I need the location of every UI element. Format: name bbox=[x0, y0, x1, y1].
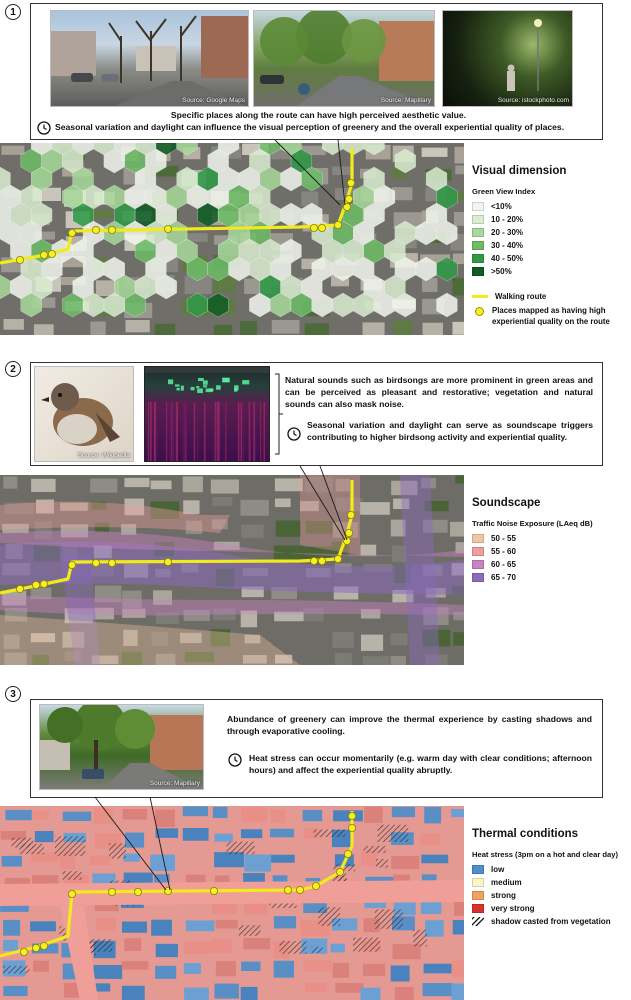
vegetation-shadow bbox=[364, 846, 386, 853]
clock-icon bbox=[228, 753, 242, 767]
building-block bbox=[241, 807, 266, 822]
building-block bbox=[423, 323, 443, 335]
section-3-number: 3 bbox=[5, 686, 21, 702]
building-block bbox=[214, 984, 238, 999]
building-block bbox=[122, 986, 145, 1000]
thermal-text-greenery: Abundance of greenery can improve the thermal experience by casting shadows and through evaporative cooling. bbox=[227, 714, 592, 736]
experiential-point bbox=[343, 203, 350, 210]
soundscape-text-seasonal: Seasonal variation and daylight can serve as soundscape triggers contributing to higher birdsong activity and experiential quality. bbox=[307, 420, 593, 442]
night-photo-istock bbox=[442, 10, 573, 107]
building-block bbox=[215, 834, 233, 842]
building-block bbox=[124, 938, 141, 951]
building-block bbox=[63, 812, 91, 821]
building-block bbox=[361, 635, 383, 651]
building-block bbox=[423, 983, 453, 996]
visual-text-aesthetic: Specific places along the route can have high perceived aesthetic value. bbox=[170, 110, 467, 120]
experiential-point bbox=[318, 224, 325, 231]
legend-class-row bbox=[472, 265, 630, 278]
legend-class-label: >50% bbox=[491, 267, 512, 276]
experiential-point bbox=[345, 529, 352, 536]
street-photo-google-maps bbox=[50, 10, 249, 107]
building-block bbox=[454, 900, 464, 916]
vegetation-shadow bbox=[375, 909, 403, 929]
legend-shadow-row bbox=[472, 915, 630, 928]
building-block bbox=[363, 656, 389, 665]
photo-source-label: Source: Mapillary bbox=[149, 780, 200, 787]
building-block bbox=[210, 939, 232, 953]
building-block bbox=[214, 852, 244, 867]
legend-class-label: 60 - 65 bbox=[491, 560, 516, 569]
heat-stress-map bbox=[0, 806, 464, 1000]
building-block bbox=[274, 961, 294, 978]
section-2-number: 2 bbox=[5, 361, 21, 377]
building-block bbox=[275, 498, 291, 507]
legend-class-label: <10% bbox=[491, 202, 512, 211]
legend-swatch bbox=[472, 904, 484, 913]
legend-class-row bbox=[472, 213, 630, 226]
building-block bbox=[333, 810, 363, 821]
legend-swatch bbox=[472, 865, 484, 874]
building-block bbox=[391, 965, 410, 981]
building-block bbox=[451, 809, 464, 817]
building-block bbox=[183, 500, 199, 514]
legend-class-row bbox=[472, 226, 630, 239]
experiential-point bbox=[284, 886, 291, 893]
experiential-point bbox=[32, 581, 39, 588]
building-block bbox=[455, 165, 464, 174]
building-block bbox=[32, 811, 49, 820]
experiential-point bbox=[347, 511, 354, 518]
vegetation-shadow bbox=[314, 830, 346, 837]
experiential-point bbox=[20, 948, 27, 955]
experiential-point bbox=[164, 558, 171, 565]
building-block bbox=[241, 962, 260, 971]
building-block bbox=[453, 632, 464, 645]
legend-title: Thermal conditions bbox=[472, 828, 579, 840]
building-block bbox=[360, 988, 380, 1000]
building-block bbox=[3, 940, 18, 951]
legend-swatch bbox=[472, 267, 484, 276]
building-block bbox=[183, 828, 209, 841]
building-block bbox=[186, 920, 215, 931]
building-block bbox=[5, 810, 32, 820]
building-block bbox=[184, 963, 201, 974]
vegetation-shadow bbox=[55, 836, 85, 856]
building-block bbox=[424, 964, 452, 974]
legend-swatch bbox=[472, 534, 484, 543]
soundscape-legend bbox=[472, 497, 630, 584]
building-block bbox=[390, 656, 406, 665]
green-view-map bbox=[0, 143, 464, 335]
legend-walking-route bbox=[472, 292, 630, 301]
building-block bbox=[450, 522, 464, 537]
building-block bbox=[124, 478, 149, 487]
legend-class-row bbox=[472, 902, 630, 915]
building-block bbox=[424, 807, 441, 824]
vegetation-shadow bbox=[226, 842, 254, 855]
building-block bbox=[305, 323, 329, 335]
building-block bbox=[214, 325, 232, 335]
legend-swatch bbox=[472, 228, 484, 237]
experiential-point bbox=[40, 251, 47, 258]
legend-classes bbox=[472, 200, 630, 278]
vegetation-shadow bbox=[239, 925, 261, 936]
experiential-point bbox=[68, 890, 75, 897]
legend-class-label: 30 - 40% bbox=[491, 241, 524, 250]
vegetation-shadow bbox=[353, 938, 380, 952]
building-block bbox=[150, 855, 175, 871]
legend-swatch bbox=[472, 241, 484, 250]
building-block bbox=[155, 966, 176, 979]
vegetation-shadow bbox=[312, 947, 323, 953]
building-block bbox=[34, 324, 54, 335]
building-block bbox=[360, 545, 376, 556]
legend-swatch bbox=[472, 560, 484, 569]
experiential-point bbox=[108, 226, 115, 233]
building-block bbox=[90, 855, 110, 865]
building-block bbox=[454, 212, 464, 226]
building-block bbox=[156, 828, 179, 837]
building-block bbox=[151, 481, 172, 490]
legend-swatch bbox=[472, 547, 484, 556]
legend-class-row bbox=[472, 889, 630, 902]
legend-class-label: 20 - 30% bbox=[491, 228, 524, 237]
experiential-point bbox=[108, 559, 115, 566]
building-block bbox=[96, 918, 116, 931]
legend-points-label: Places mapped as having high experiential quality on the route bbox=[492, 306, 610, 326]
vegetation-shadow bbox=[318, 907, 340, 926]
building-block bbox=[1, 146, 24, 155]
experiential-point bbox=[16, 585, 23, 592]
building-block bbox=[420, 833, 440, 845]
sparrow-photo bbox=[34, 366, 134, 462]
legend-class-row bbox=[472, 571, 630, 584]
building-block bbox=[276, 520, 301, 536]
experiential-point bbox=[347, 179, 354, 186]
building-block bbox=[94, 965, 123, 979]
legend-swatch bbox=[472, 215, 484, 224]
building-block bbox=[452, 984, 464, 1000]
building-block bbox=[90, 322, 105, 335]
building-block bbox=[305, 983, 327, 992]
building-block bbox=[271, 855, 295, 863]
experiential-point bbox=[40, 580, 47, 587]
hatch-swatch bbox=[472, 917, 484, 926]
experiential-point bbox=[32, 944, 39, 951]
vegetation-shadow bbox=[3, 966, 30, 974]
building-block bbox=[275, 478, 303, 491]
experiential-point bbox=[164, 225, 171, 232]
photo-source-label: Source: Google Maps bbox=[182, 97, 245, 104]
building-block bbox=[422, 148, 448, 157]
experiential-point bbox=[348, 824, 355, 831]
visual-text-seasonal: Seasonal variation and daylight can influence the visual perception of greenery and the overall experiential quality of places. bbox=[55, 122, 565, 132]
building-block bbox=[270, 829, 294, 838]
building-block bbox=[335, 983, 363, 993]
thermal-legend bbox=[472, 828, 630, 928]
experiential-point bbox=[344, 850, 351, 857]
legend-swatch bbox=[472, 573, 484, 582]
experiential-point bbox=[92, 226, 99, 233]
building-block bbox=[360, 502, 390, 515]
building-block bbox=[335, 653, 352, 665]
legend-shadow-label: shadow casted from vegetation bbox=[491, 917, 611, 926]
building-block bbox=[156, 944, 178, 957]
building-block bbox=[301, 191, 318, 206]
building-block bbox=[391, 856, 419, 869]
point-swatch bbox=[475, 307, 484, 316]
legend-class-label: 10 - 20% bbox=[491, 215, 524, 224]
building-block bbox=[3, 476, 17, 488]
building-block bbox=[155, 810, 175, 827]
building-block bbox=[122, 961, 149, 970]
building-block bbox=[126, 320, 150, 332]
experiential-point bbox=[312, 882, 319, 889]
bracket-icon bbox=[274, 373, 284, 455]
thermal-text-heat-stress: Heat stress can occur momentarily (e.g. warm day with clear conditions; afternoon hours) and affect the experiential quality abruptly. bbox=[249, 753, 592, 775]
building-block bbox=[452, 322, 464, 335]
building-block bbox=[274, 916, 296, 928]
legend-class-row bbox=[472, 200, 630, 213]
legend-title: Visual dimension bbox=[472, 165, 567, 177]
building-block bbox=[393, 320, 412, 335]
experiential-point bbox=[348, 812, 355, 819]
experiential-point bbox=[343, 537, 350, 544]
legend-swatch bbox=[472, 202, 484, 211]
building-block bbox=[363, 322, 385, 335]
building-block bbox=[274, 545, 304, 560]
building-block bbox=[454, 147, 464, 164]
building-block bbox=[243, 938, 270, 949]
legend-class-label: 65 - 70 bbox=[491, 573, 516, 582]
building-block bbox=[244, 854, 271, 871]
building-block bbox=[155, 324, 176, 335]
building-block bbox=[31, 479, 55, 492]
soundscape-text-natural: Natural sounds such as birdsongs are more prominent in green areas and can be perceived as pleasant and restorative; vegetation and natural sounds can also mask noise. bbox=[285, 375, 593, 409]
legend-class-label: 55 - 60 bbox=[491, 547, 516, 556]
legend-classes bbox=[472, 863, 630, 915]
legend-swatch bbox=[472, 891, 484, 900]
vegetation-shadow bbox=[376, 859, 388, 868]
building-block bbox=[91, 210, 112, 219]
building-block bbox=[332, 632, 354, 648]
building-block bbox=[241, 525, 263, 538]
legend-class-label: low bbox=[491, 865, 505, 874]
legend-class-row bbox=[472, 239, 630, 252]
building-block bbox=[2, 856, 22, 867]
building-block bbox=[211, 480, 239, 494]
legend-swatch bbox=[472, 254, 484, 263]
building-block bbox=[33, 961, 49, 972]
legend-class-row bbox=[472, 863, 630, 876]
building-block bbox=[35, 831, 54, 842]
building-block bbox=[453, 920, 464, 934]
building-block bbox=[392, 807, 415, 817]
vegetation-shadow bbox=[62, 871, 81, 880]
experiential-point bbox=[336, 868, 343, 875]
experiential-point bbox=[310, 224, 317, 231]
clock-icon bbox=[37, 121, 51, 135]
building-block bbox=[452, 960, 464, 977]
experiential-point bbox=[92, 559, 99, 566]
building-block bbox=[303, 810, 323, 821]
building-block bbox=[4, 319, 24, 330]
legend-class-row bbox=[472, 252, 630, 265]
building-block bbox=[272, 320, 300, 334]
building-block bbox=[213, 807, 228, 818]
building-block bbox=[184, 941, 212, 954]
legend-class-row bbox=[472, 532, 630, 545]
legend-experiential-points bbox=[472, 306, 630, 327]
experiential-point bbox=[68, 561, 75, 568]
experiential-point bbox=[210, 887, 217, 894]
building-block bbox=[363, 964, 385, 976]
visual-callout-box bbox=[30, 3, 603, 140]
clock-icon bbox=[287, 427, 301, 441]
building-block bbox=[390, 633, 407, 645]
street-photo-mapillary bbox=[253, 10, 435, 107]
building-block bbox=[151, 920, 172, 936]
legend-subtitle: Traffic Noise Exposure (LAeq dB) bbox=[472, 519, 593, 528]
building-block bbox=[125, 833, 144, 848]
vegetation-shadow bbox=[19, 844, 44, 854]
building-block bbox=[271, 810, 286, 824]
building-block bbox=[395, 987, 414, 1000]
tree-street-photo bbox=[39, 704, 204, 790]
building-block bbox=[124, 854, 140, 862]
vegetation-shadow bbox=[413, 930, 427, 947]
building-block bbox=[452, 278, 464, 296]
building-block bbox=[216, 961, 236, 976]
building-block bbox=[422, 278, 438, 292]
experiential-point bbox=[310, 557, 317, 564]
section-1-number: 1 bbox=[5, 4, 21, 20]
experiential-point bbox=[334, 221, 341, 228]
vegetation-shadow bbox=[279, 941, 306, 954]
visual-legend bbox=[472, 165, 630, 327]
photo-source-label: Source: istockphoto.com bbox=[497, 97, 569, 104]
building-block bbox=[213, 497, 233, 506]
building-block bbox=[184, 988, 209, 1000]
building-block bbox=[425, 920, 444, 937]
building-block bbox=[216, 920, 238, 929]
building-block bbox=[123, 809, 147, 819]
experiential-point bbox=[296, 886, 303, 893]
route-line-swatch bbox=[472, 295, 488, 298]
building-block bbox=[455, 475, 464, 483]
legend-class-label: 40 - 50% bbox=[491, 254, 524, 263]
legend-class-label: strong bbox=[491, 891, 516, 900]
experiential-point bbox=[334, 555, 341, 562]
experiential-point bbox=[48, 250, 55, 257]
legend-class-label: 50 - 55 bbox=[491, 534, 516, 543]
building-block bbox=[90, 479, 117, 493]
experiential-point bbox=[68, 229, 75, 236]
vegetation-shadow bbox=[377, 825, 408, 842]
building-block bbox=[241, 829, 262, 838]
legend-class-row bbox=[472, 545, 630, 558]
photo-source-label: Source: Mapillary bbox=[380, 97, 431, 104]
building-block bbox=[421, 855, 448, 864]
experiential-point bbox=[16, 256, 23, 263]
building-block bbox=[183, 806, 208, 816]
building-block bbox=[240, 500, 269, 516]
vegetation-shadow bbox=[109, 843, 126, 858]
building-block bbox=[94, 808, 113, 824]
thermal-callout-box bbox=[30, 699, 603, 798]
noise-map bbox=[0, 475, 464, 665]
legend-class-label: medium bbox=[491, 878, 522, 887]
photo-source-label: Source: Wikipedia bbox=[77, 452, 130, 459]
building-block bbox=[30, 921, 56, 931]
soundscape-callout-box bbox=[30, 362, 603, 466]
legend-class-label: very strong bbox=[491, 904, 535, 913]
building-block bbox=[331, 944, 345, 953]
building-block bbox=[3, 986, 27, 996]
legend-class-row bbox=[472, 876, 630, 889]
building-block bbox=[186, 875, 206, 883]
legend-classes bbox=[472, 532, 630, 584]
legend-subtitle: Green View Index bbox=[472, 187, 536, 196]
legend-class-row bbox=[472, 558, 630, 571]
building-block bbox=[122, 922, 147, 933]
legend-route-label: Walking route bbox=[495, 292, 547, 301]
building-block bbox=[304, 961, 332, 972]
experiential-point bbox=[345, 195, 352, 202]
building-block bbox=[3, 920, 20, 936]
experiential-point bbox=[40, 942, 47, 949]
building-block bbox=[183, 476, 203, 492]
legend-subtitle: Heat stress (3pm on a hot and clear day) bbox=[472, 850, 619, 859]
spectrogram-image bbox=[144, 366, 270, 462]
legend-swatch bbox=[472, 878, 484, 887]
experiential-point bbox=[134, 888, 141, 895]
experiential-point bbox=[164, 887, 171, 894]
building-block bbox=[240, 321, 257, 335]
experiential-point bbox=[318, 557, 325, 564]
experiential-point bbox=[108, 888, 115, 895]
legend-title: Soundscape bbox=[472, 497, 541, 509]
building-block bbox=[364, 807, 383, 823]
building-block bbox=[241, 987, 258, 1000]
building-block bbox=[333, 963, 349, 978]
